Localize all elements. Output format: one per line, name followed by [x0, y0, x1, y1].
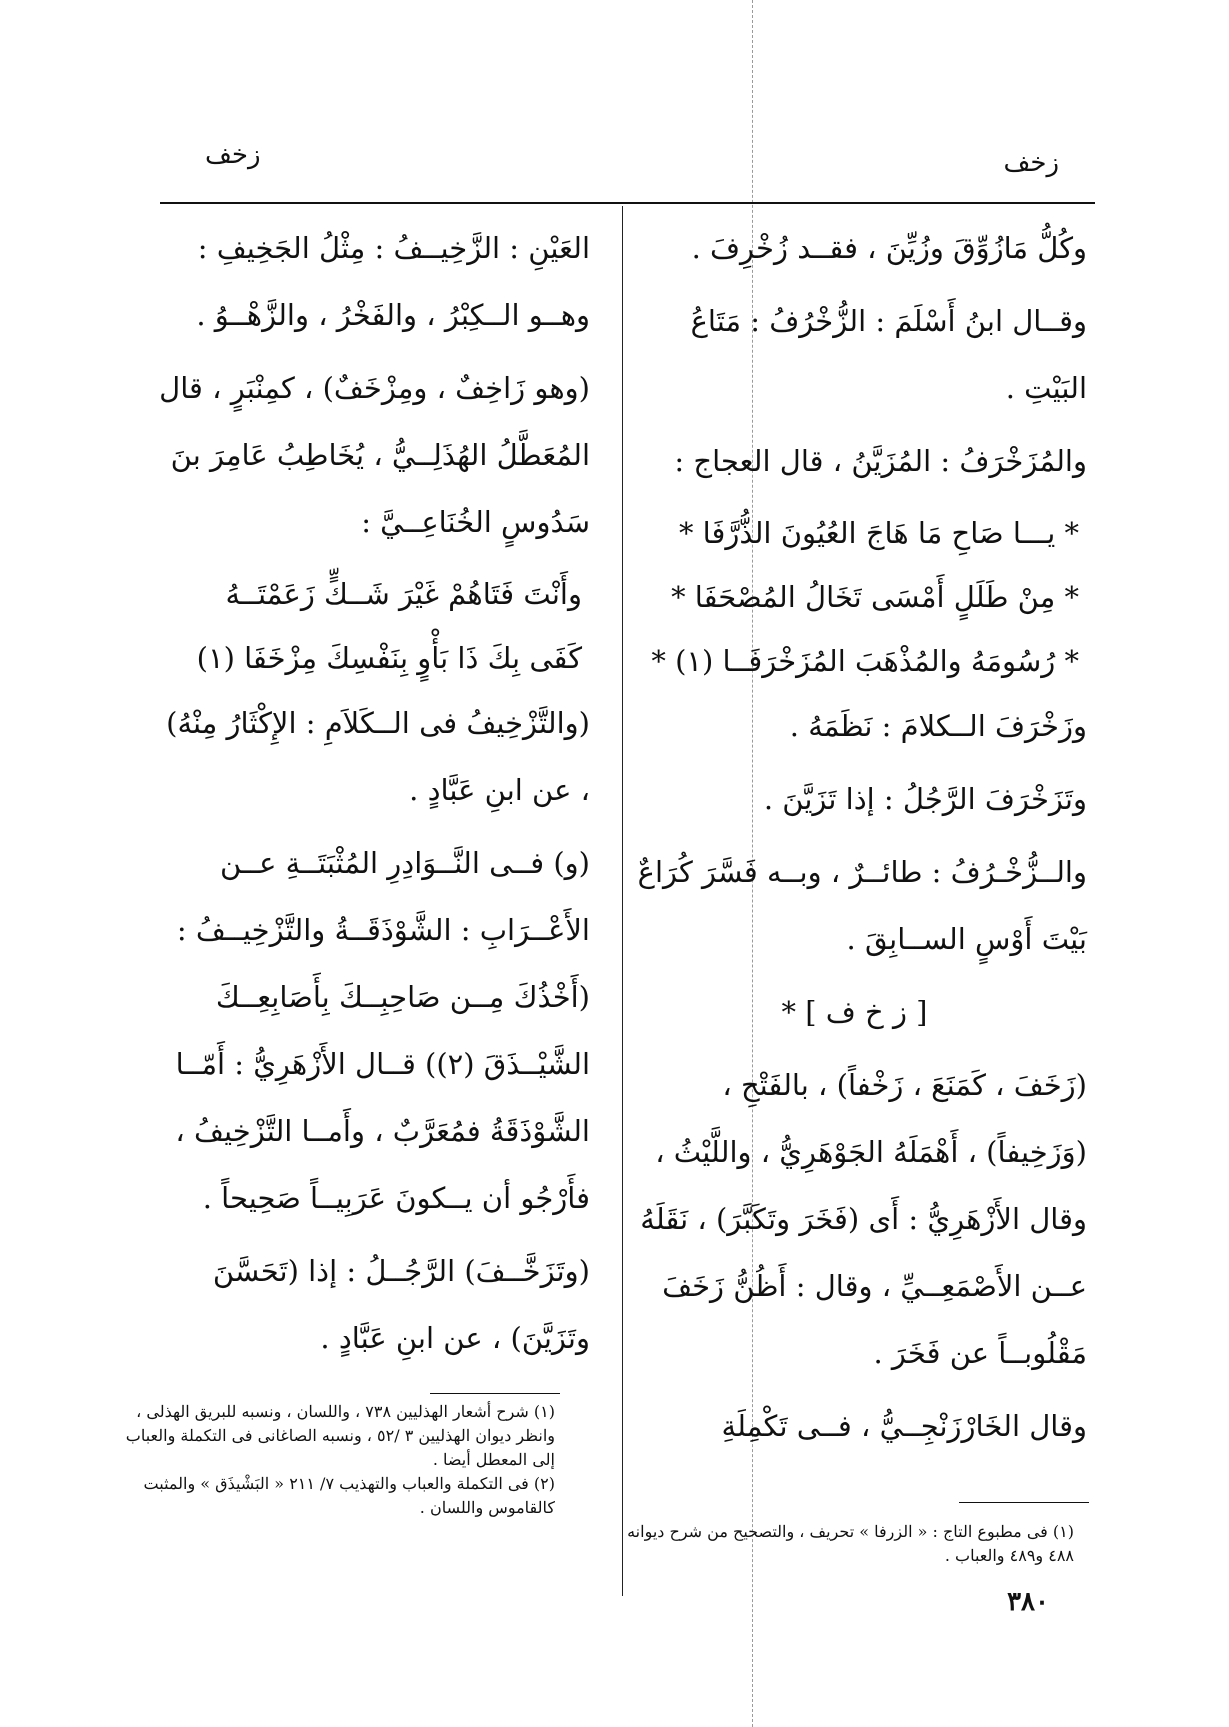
paragraph: وقــال ابنُ أَسْلَمَ : الزُّخْرُفُ : مَتَاعُ البَيْتِ .	[690, 304, 1087, 405]
footnote: (٢) فى التكملة والعباب والتهذيب ٧/ ٢١١ « البَشْيذَق » والمثبت كالقاموس واللسان .	[143, 1474, 555, 1517]
footnotes-left	[125, 1400, 555, 1520]
footnote-rule-left	[430, 1393, 560, 1394]
paragraph: والمُزَخْرَفُ : المُزَيَّنُ ، قال العجاج :	[674, 444, 1087, 478]
verse-line: * يـــا صَاحِ مَا هَاجَ العُيُونَ الذُّرَّفَا *	[678, 516, 1079, 550]
verse-line: كَفَى بِكَ ذَا بَأْوٍ بِنَفْسِكَ مِزْخَفَا (١)	[196, 641, 582, 675]
page-number: ٣٨٠	[1007, 1587, 1049, 1617]
entry-heading: [ ز خ ف ] *	[781, 995, 928, 1029]
paragraph: (وهو زَاخِفٌ ، ومِزْخَفٌ) ، كمِنْبَرٍ ، قال المُعَطَّلُ الهُذَلِــيُّ ، يُخَاطِبُ عَامِرَ بنَ سَدُوسٍ الخُنَاعِــيَّ :	[159, 371, 590, 539]
paragraph: (وتَزَخَّــفَ) الرَّجُــلُ : إذا (تَحَسَّنَ وتَزَيَّنَ) ، عن ابنِ عَبَّادٍ .	[212, 1254, 590, 1355]
paragraph: وزَخْرَفَ الــكلامَ : نَظَمَهُ .	[789, 709, 1087, 743]
left-column	[150, 215, 590, 1378]
paragraph: (و) فــى النَّــوَادِرِ المُثْبَتَــةِ عــن الأَعْــرَابِ : الشَّوْذَقَــةُ والتَّزْخِيــفُ : (أَخْذُكَ مِــن صَاحِبِــكَ بِأَصَابِعِــكَ الشَّيْــذَقَ (٢)) قــال الأَزْهَرِيُّ : أَمّــا الشَّوْذَقَةُ فمُعَرَّبٌ ، وأَمــا التَّزْخِيفُ ، فأَرْجُو أن يــكونَ عَرَبِيــاً صَحِيحاً .	[175, 846, 590, 1215]
verse-line: * مِنْ طَلَلٍ أَمْسَى تَخَالُ المُصْحَفَا *	[671, 580, 1079, 614]
footnote: (١) شرح أشعار الهذليين ٧٣٨ ، واللسان ، ونسبه للبريق الهذلى ، وانظر ديوان الهذليين ٣ /٥٢ ، ونسبه الصاغانى فى التكملة والعباب إلى المعطل أيضا .	[125, 1402, 555, 1469]
paragraph: (والتَّزْخِيفُ فى الــكَلاَمِ : الإِكْثَارُ مِنْهُ) ، عن ابنِ عَبَّادٍ .	[166, 706, 590, 807]
footnote-rule-right	[959, 1502, 1089, 1503]
paragraph: (زَخَفَ ، كَمَنَعَ ، زَخْفاً) ، بالفَتْحِ ، (وَزَخِيفاً) ، أَهْمَلَهُ الجَوْهَرِيُّ ، واللَّيْثُ ، وقال الأَزْهَرِيُّ : أَى (فَخَرَ وتَكَبَّرَ) ، نَقَلَهُ عــن الأَصْمَعِــيِّ ، وقال : أَظُنُّ زَخَفَ مَقْلُوبــاً عن فَخَرَ .	[640, 1068, 1087, 1370]
verse-line: وأَنْتَ فَتَاهُمْ غَيْرَ شَــكٍّ زَعَمْتَــهُ	[225, 577, 582, 611]
paragraph: وتَزَخْرَفَ الرَّجُلُ : إذا تَزَيَّنَ .	[763, 782, 1087, 816]
paragraph: والــزُّخْـرُفُ : طائــرٌ ، وبــه فَسَّرَ كُرَاعٌ بَيْتَ أَوْسٍ الســابِقَ .	[637, 855, 1087, 956]
right-column	[622, 215, 1087, 1466]
paragraph: وقال الخَارْزَنْجِــيُّ ، فــى تَكْمِلَةِ	[721, 1409, 1087, 1443]
header-rule	[160, 202, 1095, 204]
header-keyword-right: زخف	[1003, 148, 1059, 178]
header-keyword-left: زخف	[205, 140, 261, 170]
footnotes-right	[604, 1520, 1074, 1568]
footnote: (١) فى مطبوع التاج : « الزرفا » تحريف ، والتصحيح من شرح ديوانه ٤٨٨ و٤٨٩ والعباب .	[627, 1522, 1074, 1565]
verse-line: * رُسُومَهُ والمُذْهَبَ المُزَخْرَفَــا (١) *	[651, 644, 1079, 678]
paragraph: وكُلُّ مَازُوِّقَ وزُيِّنَ ، فقــد زُخْرِفَ .	[691, 231, 1087, 265]
paragraph: العَيْنِ : الزَّخِيــفُ : مِثْلُ الجَخِيفِ : وهــو الــكِبْرُ ، والفَخْرُ ، والزَّهْــوُ .	[196, 231, 590, 332]
